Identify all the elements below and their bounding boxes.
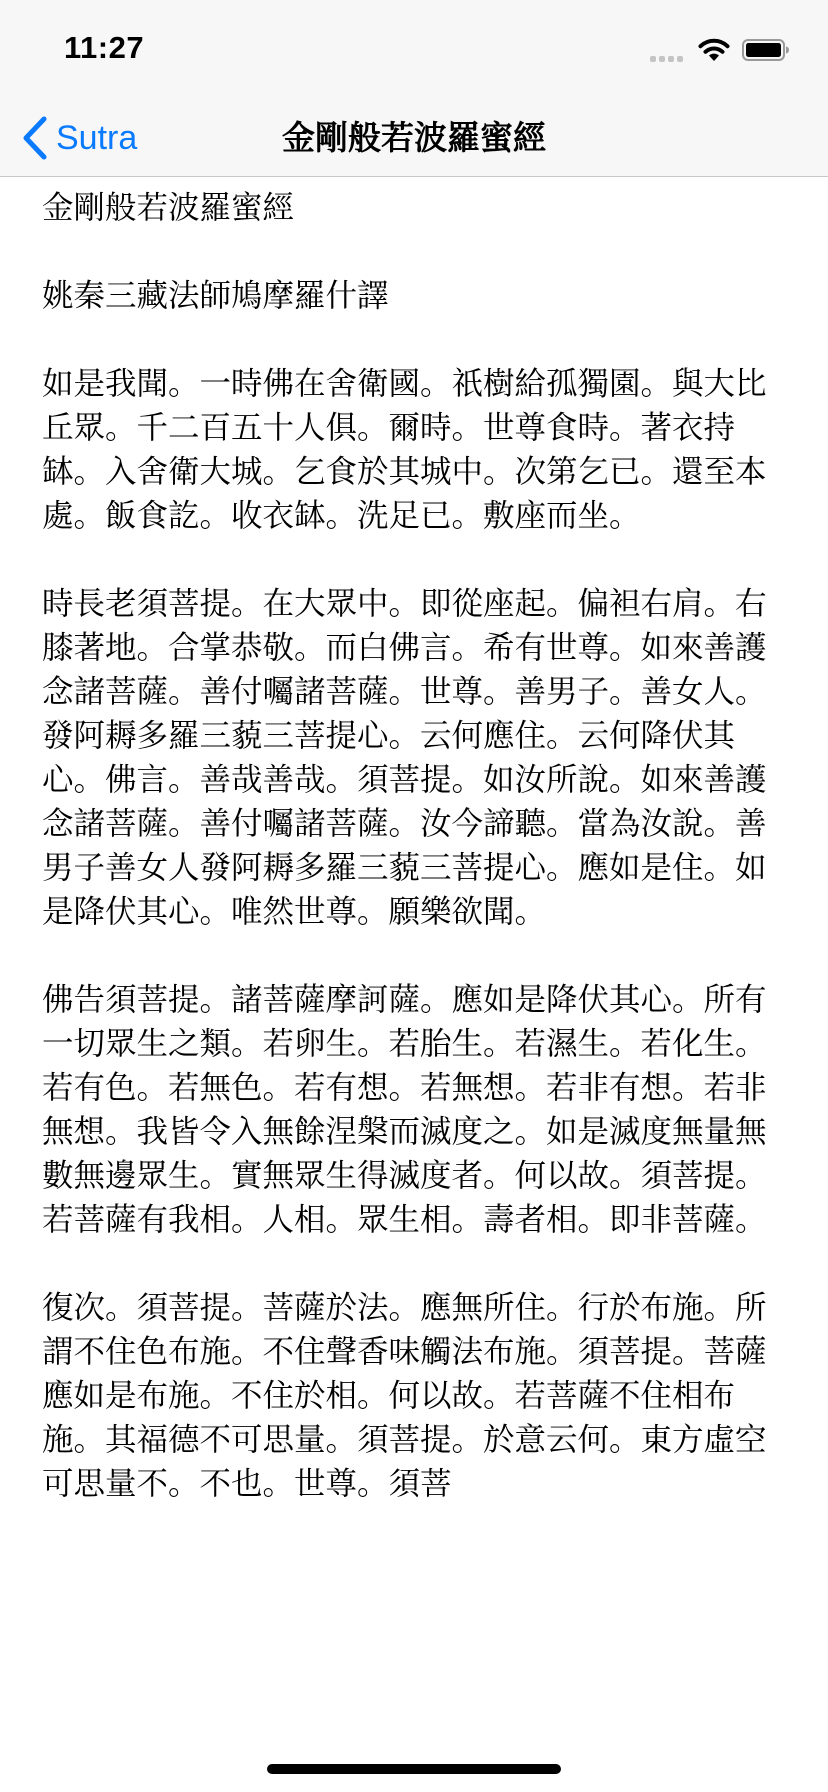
text-paragraph: 時長老須菩提。在大眾中。即從座起。偏袒右肩。右膝著地。合掌恭敬。而白佛言。希有世尊。如來善護念諸菩薩。善付囑諸菩薩。世尊。善男子。善女人。發阿耨多羅三藐三菩提心。云何應住。云何降伏其心。佛言。善哉善哉。須菩提。如汝所說。如來善護念諸菩薩。善付囑諸菩薩。汝今諦聽。當為汝說。善男子善女人發阿耨多羅三藐三菩提心。應如是住。如是降伏其心。唯然世尊。願樂欲聞。: [42, 586, 767, 930]
back-button[interactable]: [20, 108, 137, 168]
status-time: 11:27: [64, 30, 145, 65]
sutra-text: [42, 186, 787, 1550]
text-title: 金剛般若波羅蜜經: [42, 190, 295, 226]
text-paragraph: 佛告須菩提。諸菩薩摩訶薩。應如是降伏其心。所有一切眾生之類。若卵生。若胎生。若濕生。若化生。若有色。若無色。若有想。若無想。若非有想。若非無想。我皆令入無餘涅槃而滅度之。如是滅度無量無數無邊眾生。實無眾生得滅度者。何以故。須菩提。若菩薩有我相。人相。眾生相。壽者相。即非菩薩。: [42, 982, 767, 1238]
status-bar: [0, 0, 828, 100]
chevron-left-icon: [20, 115, 50, 161]
navigation-bar: [0, 100, 828, 177]
home-indicator[interactable]: [267, 1764, 561, 1774]
cellular-signal-icon: [650, 52, 690, 62]
text-translator: 姚秦三藏法師鳩摩羅什譯: [42, 278, 389, 314]
wifi-icon: [697, 37, 731, 63]
text-paragraph: 如是我聞。一時佛在舍衛國。祇樹給孤獨園。與大比丘眾。千二百五十人俱。爾時。世尊食時。著衣持缽。入舍衛大城。乞食於其城中。次第乞已。還至本處。飯食訖。收衣缽。洗足已。敷座而坐。: [42, 366, 767, 534]
back-button-label: Sutra: [56, 118, 138, 157]
page-title: 金剛般若波羅蜜經: [282, 118, 546, 157]
text-paragraph: 復次。須菩提。菩薩於法。應無所住。行於布施。所謂不住色布施。不住聲香味觸法布施。須菩提。菩薩應如是布施。不住於相。何以故。若菩薩不住相布施。其福德不可思量。須菩提。於意云何。東方虛空可思量不。不也。世尊。須菩: [42, 1290, 767, 1502]
battery-icon: [742, 39, 790, 61]
